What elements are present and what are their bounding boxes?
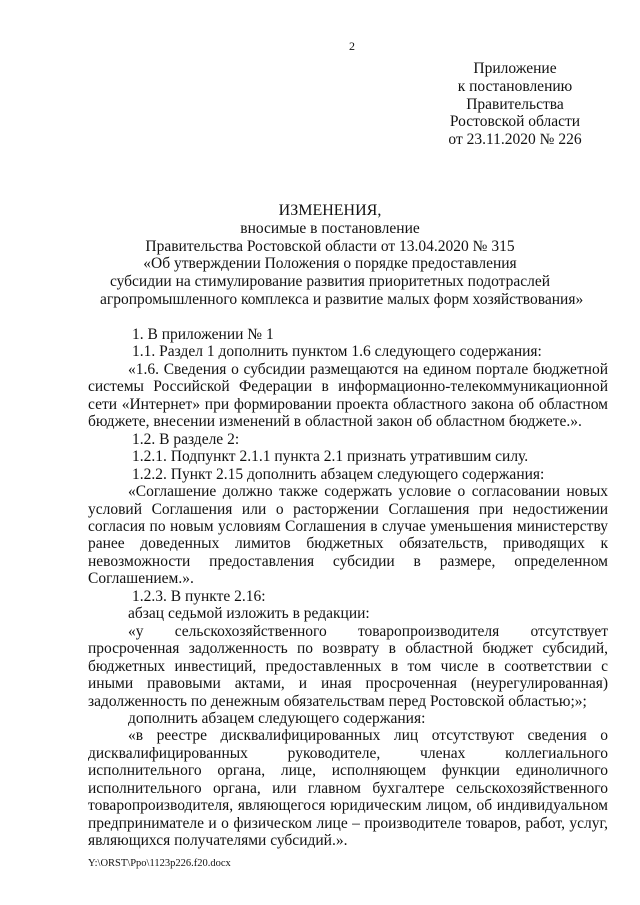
paragraph: «в реестре дисквалифицированных лиц отсутствуют сведения о дисквалифицированных руководителе, членах коллегиального исполнительного органа, лице, исполняющем функции единоличного исполнительного органа, или главном бухгалтере сельскохозяйственного товаропроизводителя, являющегося юридическим лицом, об индивидуальном предпринимателе и о физическом лице – производителе товаров, работ, услуг, являющихся получателями субсидий.». — [88, 727, 608, 850]
title-line: субсидии на стимулирование развития приоритетных подотраслей — [109, 273, 551, 291]
paragraph: 1.2. В разделе 2: — [132, 430, 240, 448]
appendix-line: Приложение — [473, 60, 557, 77]
appendix-line: Ростовской области — [449, 113, 581, 131]
document-title — [100, 202, 584, 309]
paragraph: 1.2.1. Подпункт 2.1.1 пункта 2.1 признать утратившим силу. — [132, 448, 529, 466]
title-line: вносимые в постановление — [240, 219, 420, 237]
appendix-line: Правительства — [466, 95, 564, 113]
paragraph: «1.6. Сведения о субсидии размещаются на едином портале бюджетной системы Российской Федерации в информационно-телекоммуникационной сети «Интернет» при формировании проекта областного закона об областном бюджете, внесении изменений в областной закон об областном бюджете.». — [88, 360, 608, 431]
file-path-footer: Y:\ORST\Ppo\1123p226.f20.docx — [88, 858, 231, 869]
title-line: Правительства Ростовской области от 13.04.2020 № 315 — [145, 237, 515, 255]
paragraph: 1. В приложении № 1 — [132, 326, 274, 343]
title-heading: ИЗМЕНЕНИЯ, — [278, 202, 382, 219]
appendix-header — [430, 60, 600, 149]
paragraph: «Соглашение должно также содержать условие о согласовании новых условий Соглашения или о расторжении Соглашения при недостижении согласия по новым условиям Соглашения в случае уменьшения министерству ранее доведенных лимитов бюджетных обязательств, приводящих к невозможности предоставления субсидии в размере, определенном Соглашением.». — [88, 483, 608, 588]
appendix-line: к постановлению — [457, 77, 573, 95]
document-body — [88, 326, 608, 850]
paragraph: 1.2.2. Пункт 2.15 дополнить абзацем следующего содержания: — [132, 465, 545, 483]
title-line: «Об утверждении Положения о порядке предоставления — [143, 255, 517, 273]
title-line: агропромышленного комплекса и развитие малых форм хозяйствования» — [100, 290, 584, 308]
page-number: 2 — [349, 39, 355, 53]
paragraph: «у сельскохозяйственного товаропроизводителя отсутствует просроченная задолженность по возврату в областной бюджет субсидий, бюджетных инвестиций, предоставленных в том числе в соответствии с иными правовыми актами, и иная просроченная (неурегулированная) задолженность по денежным обязательствам перед Ростовской областью;»; — [88, 622, 608, 710]
appendix-line: от 23.11.2020 № 226 — [448, 131, 582, 149]
paragraph: 1.1. Раздел 1 дополнить пунктом 1.6 следующего содержания: — [132, 343, 542, 361]
paragraph: дополнить абзацем следующего содержания: — [128, 709, 426, 727]
paragraph: абзац седьмой изложить в редакции: — [128, 605, 370, 623]
paragraph: 1.2.3. В пункте 2.16: — [132, 587, 266, 605]
